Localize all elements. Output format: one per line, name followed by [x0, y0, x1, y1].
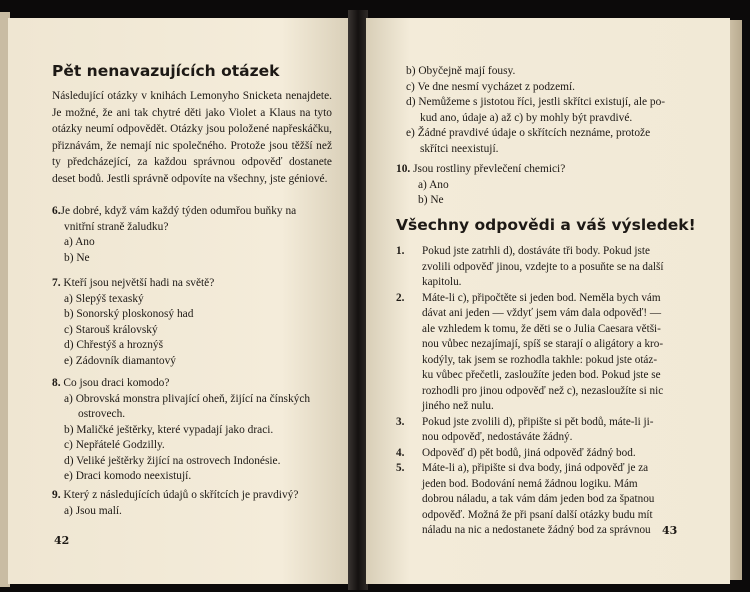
answer-line: zvolili odpověď jinou, vzdejte to a posuňte se na další [422, 260, 664, 273]
book-gutter [348, 10, 368, 590]
answer-line: dobrou náladu, a tak vám dám jeden bod za špatnou [422, 493, 655, 505]
answer-line: náladu na nic a nedostanete žádný bod za správnou [422, 524, 651, 536]
answers-list [396, 244, 706, 539]
question-9-continued [406, 64, 706, 157]
answer-line: dávat ani jeden — vždyť jsem vám dala odpověď! — [422, 307, 662, 319]
answer-item [396, 446, 706, 462]
option-b: b) Obyčejně mají fousy. [406, 65, 516, 77]
option-a-cont: ostrovech. [78, 408, 126, 420]
option-e: e) Žádné pravdivé údaje o skřítcích neznáme, protože [406, 127, 651, 139]
question-number: 8. [52, 377, 61, 389]
question-8 [52, 376, 342, 485]
left-page [8, 18, 350, 584]
option-d: d) Nemůžeme s jistotou říci, jestli skřítci existují, ale po- [406, 96, 666, 108]
answers-title: Všechny odpovědi a váš výsledek! [396, 216, 696, 234]
answer-line: Odpověď d) pět bodů, jiná odpověď žádný bod. [422, 446, 636, 459]
answer-line: kapitolu. [422, 276, 462, 288]
question-6 [52, 204, 342, 266]
page-number: 43 [662, 524, 678, 537]
intro-paragraph: Následující otázky v knihách Lemonyho Snicketa nenajdete. Je možné, že ani tak chytré děti jako Violet a Klaus na tyto otázky neumí odpovědět. Otázky jsou položené napřeskáčku, přiznávám, že nemají nic společného. Protože jsou těžší než ty předcházející, za každou správnou odpověď dostanete deset bodů. Jestli správně odpovíte na všechny, jste géniové. [52, 90, 332, 185]
answer-line: nou odpověď, nedostáváte žádný. [422, 431, 573, 443]
question-9 [52, 488, 342, 519]
answer-line: Máte-li a), připište si dva body, jiná odpověď je za [422, 462, 649, 474]
option-a: a) Obrovská monstra plivající oheň, žijící na čínských [64, 392, 311, 405]
answer-line: jeden bod. Bodování nemá žádnou logiku. Mám [422, 477, 638, 490]
option-c: c) Nepřátelé Godzilly. [64, 439, 165, 451]
answer-number: 5. [396, 462, 405, 474]
option-d: d) Chřestýš a hroznýš [64, 339, 164, 351]
option-c: c) Starouš královský [64, 323, 158, 336]
option-a: a) Slepýš texaský [64, 292, 144, 305]
option-b: b) Sonorský ploskonosý had [64, 308, 194, 320]
option-b: b) Maličké ještěrky, které vypadají jako draci. [64, 423, 274, 436]
answer-number: 4. [396, 446, 405, 459]
question-text: Kteří jsou největší hadi na světě? [63, 277, 215, 289]
question-text-cont: vnitřní straně žaludku? [64, 220, 169, 233]
option-a: a) Ano [418, 178, 449, 191]
answer-line: ale vzhledem k tomu, že děti se o Julia Caesara větši- [422, 322, 661, 335]
option-d: d) Veliké ještěrky žijící na ostrovech Indonésie. [64, 454, 281, 467]
question-number: 10. [396, 163, 411, 175]
answer-line: Máte-li c), připočtěte si jeden bod. Neměla bych vám [422, 291, 661, 304]
option-d-cont: kud ano, údaje a) až c) by mohly být pravdivé. [420, 111, 633, 124]
option-b: b) Ne [418, 194, 444, 206]
page-title: Pět nenavazujících otázek [52, 62, 280, 80]
answer-item [396, 415, 706, 446]
answer-item [396, 461, 706, 539]
answer-line: jiného než nulu. [422, 400, 494, 412]
question-text: Jsou rostliny převlečení chemici? [413, 163, 566, 175]
question-text: Je dobré, když vám každý týden odumřou buňky na [60, 205, 297, 217]
right-page [366, 18, 730, 584]
answer-number: 3. [396, 415, 405, 428]
question-number: 9. [52, 489, 61, 501]
question-10 [396, 162, 696, 209]
option-c: c) Ve dne nesmí vycházet z podzemí. [406, 80, 576, 93]
answer-line: kodýly, tak jsem se rozhodla takhle: pokud jste otáz- [422, 353, 658, 366]
answer-item [396, 291, 706, 415]
answer-line: Pokud jste zatrhli d), dostáváte tři body. Pokud jste [422, 245, 650, 257]
answer-item [396, 244, 706, 291]
question-7 [52, 276, 342, 369]
page-number: 42 [54, 534, 70, 547]
option-b: b) Ne [64, 251, 90, 264]
answer-line: ku vůbec přečetli, zasloužíte jeden bod. Pokud jste se [422, 369, 661, 381]
answer-line: odpověď. Možná že při psaní další otázky budu mít [422, 508, 653, 521]
right-page-edge [728, 20, 742, 580]
question-number: 7. [52, 277, 61, 289]
option-e-cont: skřítci neexistují. [420, 142, 499, 155]
answer-line: nou vůbec nezajímají, spíš se starají o aligátory a kro- [422, 338, 664, 350]
option-e: e) Draci komodo neexistují. [64, 470, 192, 482]
question-number: 6. [52, 205, 61, 217]
option-a: a) Jsou malí. [64, 504, 122, 517]
question-text: Který z následujících údajů o skřítcích je pravdivý? [63, 489, 299, 501]
answer-number: 2. [396, 291, 405, 304]
answer-line: Pokud jste zvolili d), připište si pět bodů, máte-li ji- [422, 415, 654, 428]
option-e: e) Zádovník diamantový [64, 354, 176, 367]
option-a: a) Ano [64, 236, 95, 248]
answer-line: rozhodli pro jinou odpověď než c), nezasloužíte si nic [422, 384, 664, 397]
question-text: Co jsou draci komodo? [63, 377, 170, 389]
answer-number: 1. [396, 245, 405, 257]
